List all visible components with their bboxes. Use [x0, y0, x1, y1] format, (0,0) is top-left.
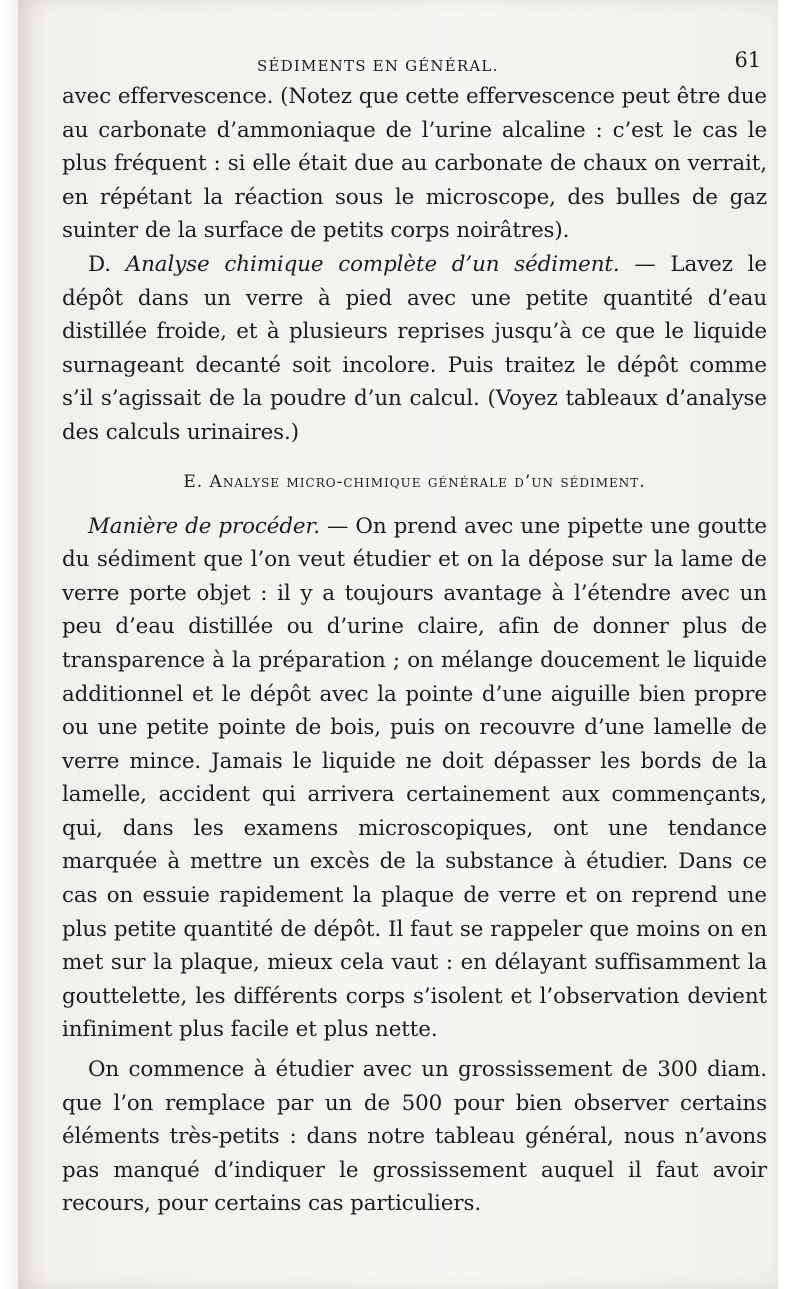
- page-spine: [0, 0, 18, 1289]
- page-header: [62, 44, 767, 80]
- section-e-heading: [62, 470, 767, 494]
- paragraph-d-label: D.: [88, 251, 111, 277]
- running-title: SÉDIMENTS EN GÉNÉRAL.: [257, 57, 499, 75]
- page-number: 61: [734, 48, 761, 72]
- paragraph-e-title: Manière de procéder.: [88, 513, 320, 539]
- page-right-margin: [778, 0, 800, 1289]
- paragraph-d-title: Analyse chimique complète d’un sédiment.: [125, 251, 620, 277]
- paragraph-d: [62, 248, 767, 450]
- section-e-heading-text: E. Analyse micro-chimique générale d’un sédiment.: [183, 471, 646, 492]
- paragraph-e: [62, 510, 767, 1048]
- paragraph-4: On commence à étudier avec un grossissement de 300 diam. que l’on remplace par un de 500 pour bien observer certains éléments très-petits : dans notre tableau général, nous n’avons pas manqué d’indiquer le grossissement auquel il faut avoir recours, pour certains cas particuliers.: [62, 1057, 767, 1217]
- paragraph-e-body: — On prend avec une pipette une goutte du sédiment que l’on veut étudier et on la dépose sur la lame de verre porte objet : il y a toujours avantage à l’étendre avec un peu d’eau distillée ou d’urine claire, afin de donner plus de transparence à la préparation ; on mélange doucement le liquide additionnel et le dépôt avec la pointe d’une aiguille bien propre ou une petite pointe de bois, puis on recouvre d’une lamelle de verre mince. Jamais le liquide ne doit dépasser les bords de la lamelle, accident qui arrivera certainement aux commençants, qui, dans les examens microscopiques, ont une tendance marquée à mettre un excès de la substance à étudier. Dans ce cas on essuie rapidement la plaque de verre et on reprend une plus petite quantité de dépôt. Il faut se rappeler que moins on en met sur la plaque, mieux cela vaut : en délayant suffisamment la gouttelette, les différents corps s’isolent et l’observation devient infiniment plus facile et plus nette.: [62, 513, 767, 1043]
- paragraph-d-body: — Lavez le dépôt dans un verre à pied avec une petite quantité d’eau distillée froide, et à plusieurs reprises jusqu’à ce que le liquide surnageant decanté soit incolore. Puis traitez le dépôt comme s’il s’agissait de la poudre d’un calcul. (Voyez tableaux d’analyse des calculs urinaires.): [62, 251, 767, 445]
- page-text-block: [62, 44, 767, 1221]
- paragraph-1: avec effervescence. (Notez que cette effervescence peut être due au carbonate d’ammoniaque de l’urine alcaline : c’est le cas le plus fréquent : si elle était due au carbonate de chaux on verrait, en répétant la réaction sous le microscope, des bulles de gaz suinter de la surface de petits corps noirâtres).: [62, 84, 767, 244]
